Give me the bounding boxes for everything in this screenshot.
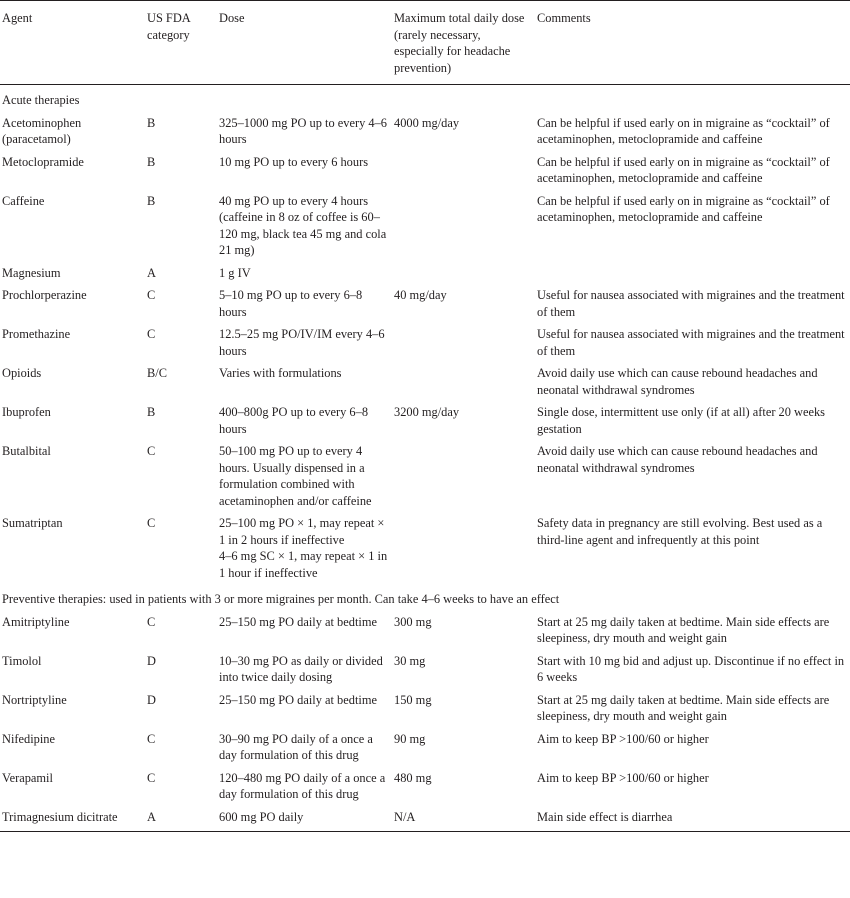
table-row	[0, 284, 850, 323]
cell-dose: 10 mg PO up to every 6 hours	[219, 154, 369, 169]
cell-comments: Can be helpful if used early on in migraine as “cocktail” of acetaminophen, metoclopramide and caffeine	[537, 193, 830, 224]
cell-comments: Single dose, intermittent use only (if at all) after 20 weeks gestation	[537, 405, 826, 436]
cell-comments: Avoid daily use which can cause rebound headaches and neonatal withdrawal syndromes	[537, 366, 818, 397]
cell-comments: Start at 25 mg daily taken at bedtime. Main side effects are sleepiness, dry mouth and weight gain	[537, 692, 830, 723]
cell-agent: Trimagnesium dicitrate	[2, 809, 118, 824]
cell-comments: Start at 25 mg daily taken at bedtime. Main side effects are sleepiness, dry mouth and weight gain	[537, 614, 830, 645]
cell-agent: Opioids	[2, 366, 42, 380]
cell-max-dose: 480 mg	[394, 770, 432, 785]
table-row	[0, 262, 850, 285]
cell-category: C	[147, 444, 156, 458]
cell-max-dose: 150 mg	[394, 692, 432, 707]
table-row	[0, 650, 850, 689]
header-max-dose: Maximum total daily dose (rarely necessary, especially for headache prevention)	[394, 11, 525, 75]
cell-max-dose	[392, 190, 535, 262]
cell-dose: 5–10 mg PO up to every 6–8 hours	[219, 288, 363, 319]
cell-agent: Nortriptyline	[2, 692, 67, 707]
cell-comments: Useful for nausea associated with migraines and the treatment of them	[537, 327, 845, 358]
table-row	[0, 611, 850, 650]
cell-dose: 25–150 mg PO daily at bedtime	[219, 614, 377, 629]
cell-dose: 600 mg PO daily	[219, 809, 304, 824]
cell-category: B	[147, 154, 156, 169]
section-title: Preventive therapies: used in patients with 3 or more migraines per month. Can take 4–6 weeks to have an effect	[2, 592, 560, 606]
cell-category: B/C	[147, 366, 167, 380]
cell-max-dose	[392, 151, 535, 190]
cell-category: A	[147, 809, 156, 824]
cell-comments: Avoid daily use which can cause rebound headaches and neonatal withdrawal syndromes	[537, 444, 818, 475]
table-row	[0, 190, 850, 262]
cell-agent: Nifedipine	[2, 731, 55, 746]
cell-comments: Aim to keep BP >100/60 or higher	[537, 770, 709, 785]
cell-agent: Butalbital	[2, 444, 51, 458]
cell-agent: Amitriptyline	[2, 614, 70, 629]
section-row	[0, 584, 850, 611]
cell-dose: 50–100 mg PO up to every 4 hours. Usually dispensed in a formulation combined with acetaminophen and/or caffeine	[219, 444, 372, 508]
header-row	[0, 1, 850, 85]
cell-category: D	[147, 653, 156, 668]
cell-category: A	[147, 265, 156, 280]
cell-max-dose	[392, 262, 535, 285]
cell-max-dose: 30 mg	[394, 653, 426, 668]
header-category: US FDA category	[147, 11, 191, 42]
cell-category: C	[147, 327, 156, 341]
cell-max-dose: 300 mg	[394, 614, 432, 629]
cell-dose: 10–30 mg PO as daily or divided into twice daily dosing	[219, 653, 383, 684]
cell-max-dose: 4000 mg/day	[394, 115, 460, 130]
cell-agent: Ibuprofen	[2, 405, 51, 419]
cell-max-dose: 40 mg/day	[394, 288, 447, 302]
cell-comments: Can be helpful if used early on in migraine as “cocktail” of acetaminophen, metoclopramide and caffeine	[537, 154, 830, 185]
cell-max-dose	[392, 323, 535, 362]
cell-category: C	[147, 731, 156, 746]
cell-max-dose	[392, 362, 535, 401]
cell-max-dose: N/A	[394, 809, 416, 824]
table-row	[0, 151, 850, 190]
cell-agent: Metoclopramide	[2, 154, 84, 169]
cell-agent: Verapamil	[2, 770, 53, 785]
cell-agent: Sumatriptan	[2, 516, 63, 530]
table-row	[0, 323, 850, 362]
header-dose: Dose	[219, 11, 245, 25]
cell-max-dose: 3200 mg/day	[394, 405, 460, 419]
cell-dose: 1 g IV	[219, 265, 251, 280]
cell-max-dose: 90 mg	[394, 731, 426, 746]
cell-category: C	[147, 614, 156, 629]
cell-dose: 25–100 mg PO × 1, may repeat × 1 in 2 hours if ineffective 4–6 mg SC × 1, may repeat × 1 in 1 hour if ineffective	[219, 516, 388, 580]
cell-category: B	[147, 405, 156, 419]
cell-dose: 40 mg PO up to every 4 hours (caffeine in 8 oz of coffee is 60–120 mg, black tea 45 mg and cola 21 mg)	[219, 193, 387, 257]
cell-agent: Magnesium	[2, 265, 61, 280]
cell-agent: Promethazine	[2, 327, 71, 341]
section-row	[0, 85, 850, 112]
cell-dose: 25–150 mg PO daily at bedtime	[219, 692, 377, 707]
table-row	[0, 512, 850, 584]
cell-comments: Aim to keep BP >100/60 or higher	[537, 731, 709, 746]
cell-dose: 12.5–25 mg PO/IV/IM every 4–6 hours	[219, 327, 385, 358]
cell-dose: Varies with formulations	[219, 366, 342, 380]
header-agent: Agent	[2, 11, 33, 25]
cell-dose: 120–480 mg PO daily of a once a day formulation of this drug	[219, 770, 386, 801]
cell-agent: Acetominophen (paracetamol)	[2, 115, 82, 146]
cell-comments: Start with 10 mg bid and adjust up. Discontinue if no effect in 6 weeks	[537, 653, 845, 684]
cell-comments: Can be helpful if used early on in migraine as “cocktail” of acetaminophen, metoclopramide and caffeine	[537, 115, 830, 146]
cell-max-dose	[392, 440, 535, 512]
table-row	[0, 112, 850, 151]
cell-agent: Caffeine	[2, 193, 45, 208]
table-row	[0, 362, 850, 401]
table-row	[0, 440, 850, 512]
cell-category: B	[147, 115, 156, 130]
cell-category: D	[147, 692, 156, 707]
cell-comments	[535, 262, 850, 285]
cell-comments: Safety data in pregnancy are still evolving. Best used as a third-line agent and infrequently at this point	[537, 516, 823, 547]
section-title: Acute therapies	[2, 93, 80, 107]
cell-category: C	[147, 288, 156, 302]
cell-dose: 325–1000 mg PO up to every 4–6 hours	[219, 115, 387, 146]
cell-max-dose	[392, 512, 535, 584]
table-row	[0, 689, 850, 728]
cell-agent: Timolol	[2, 653, 42, 668]
header-comments: Comments	[537, 11, 591, 25]
cell-category: C	[147, 516, 156, 530]
cell-dose: 400–800g PO up to every 6–8 hours	[219, 405, 369, 436]
cell-category: C	[147, 770, 156, 785]
table-row	[0, 767, 850, 806]
cell-comments: Main side effect is diarrhea	[537, 809, 673, 824]
table-row	[0, 806, 850, 832]
cell-comments: Useful for nausea associated with migraines and the treatment of them	[537, 288, 845, 319]
cell-dose: 30–90 mg PO daily of a once a day formulation of this drug	[219, 731, 373, 762]
cell-agent: Prochlorperazine	[2, 288, 87, 302]
table-row	[0, 401, 850, 440]
cell-category: B	[147, 193, 156, 208]
table-row	[0, 728, 850, 767]
